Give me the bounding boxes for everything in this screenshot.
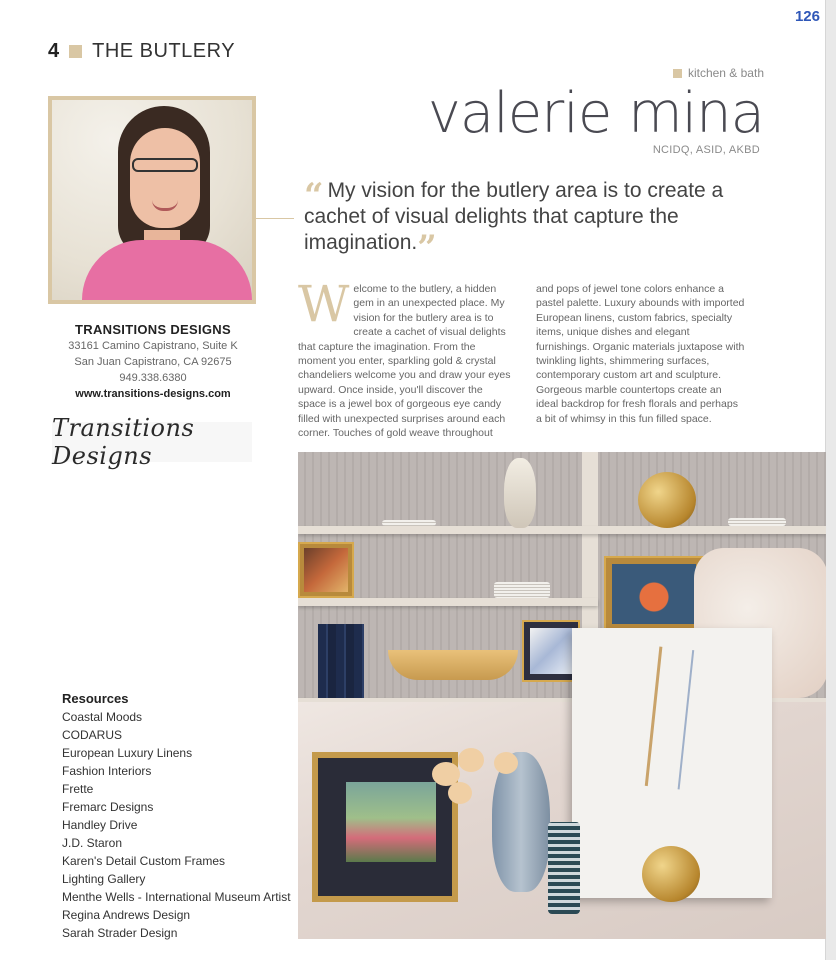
resource-item: Lighting Gallery — [62, 872, 146, 886]
resource-item: Handley Drive — [62, 818, 138, 832]
article-column-right — [536, 282, 746, 426]
category-label — [673, 66, 764, 80]
company-phone: 949.338.6380 — [119, 372, 187, 384]
pull-quote — [304, 176, 774, 268]
page-edge — [825, 0, 836, 960]
accent-square-icon — [69, 45, 82, 58]
designer-name: valerie mina — [427, 81, 764, 146]
resource-item: J.D. Staron — [62, 836, 123, 850]
resources-list — [62, 690, 291, 942]
designer-portrait — [48, 96, 256, 304]
resource-item: Regina Andrews Design — [62, 908, 191, 922]
company-address-line1: 33161 Camino Capistrano, Suite K — [68, 340, 238, 352]
article-left-text: elcome to the butlery, a hidden gem in an unexpected place. My vision for the butlery area is to create a cachet of visual delights that capture the imagination. From the moment you enter, sparkling gold & crystal chandeliers welcome you and draw your eyes upward. Once inside, you'll discover the space is a jewel box of gorgeous eye candy filled with unexpected surprises around each corner. Touches of gold weave throughout — [298, 283, 511, 440]
designer-credentials: NCIDQ, ASID, AKBD — [652, 144, 760, 156]
company-name: TRANSITIONS DESIGNS — [75, 322, 231, 337]
resources-title: Resources — [62, 691, 129, 706]
quote-text: My vision for the butlery area is to create a cachet of visual delights that capture the imagination. — [304, 179, 724, 254]
article-column-left — [298, 275, 513, 440]
butlery-photo — [298, 452, 826, 939]
portrait-photo — [52, 100, 252, 300]
resource-item: European Luxury Linens — [62, 746, 193, 760]
close-quote-icon: ” — [417, 228, 437, 268]
company-address-line2: San Juan Capistrano, CA 92675 — [74, 356, 232, 368]
section-title: THE BUTLERY — [92, 40, 236, 62]
dropcap-letter: W — [298, 275, 350, 333]
section-header — [48, 40, 235, 63]
connector-line — [256, 218, 294, 219]
category-text: kitchen & bath — [687, 66, 764, 80]
resource-item: Karen's Detail Custom Frames — [62, 854, 226, 868]
resource-item: Sarah Strader Design — [62, 926, 178, 940]
resource-item: Fremarc Designs — [62, 800, 154, 814]
section-number: 4 — [48, 40, 60, 62]
company-logo: Transitions Designs — [52, 422, 252, 462]
page-number: 126 — [794, 8, 820, 25]
resource-item: CODARUS — [62, 728, 123, 742]
resource-item: Coastal Moods — [62, 710, 143, 724]
company-info — [48, 322, 258, 402]
resource-item: Menthe Wells - International Museum Artist — [62, 890, 291, 904]
resource-item: Fashion Interiors — [62, 764, 152, 778]
resource-item: Frette — [62, 782, 94, 796]
accent-square-icon — [673, 69, 682, 78]
open-quote-icon: “ — [304, 176, 324, 216]
company-website-link[interactable]: www.transitions-designs.com — [75, 388, 231, 400]
article-right-text: and pops of jewel tone colors enhance a pastel palette. Luxury abounds with imported European linens, custom fabrics, specialty items, unique dishes and elegant furnishings. Organic materials juxtapose with twinkling lights, shimmering surfaces, contemporary custom art and sculpture. Gorgeous marble countertops create an ideal backdrop for fresh florals and perhaps a bit of whimsy in this fun filled space. — [536, 283, 745, 425]
